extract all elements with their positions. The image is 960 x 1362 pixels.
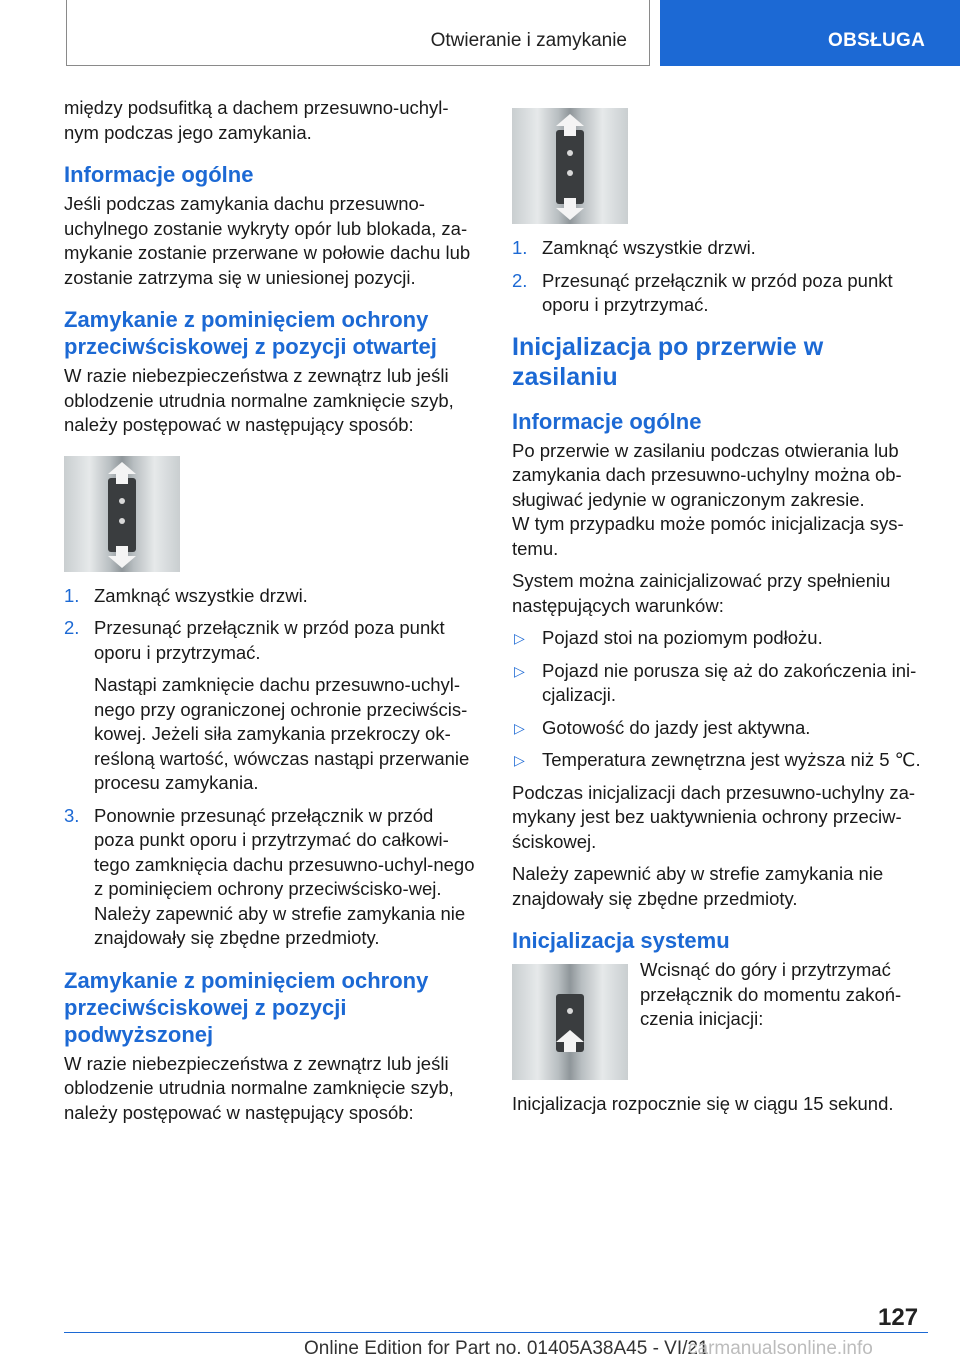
steps-list: [64, 584, 478, 951]
heading-close-from-open: Zamykanie z pominięciem ochrony przeciwściskowej z pozycji otwartej: [64, 307, 437, 359]
list-item: [512, 626, 926, 651]
triangle-bullet-icon: ▷: [514, 630, 525, 646]
step-number: 2.: [512, 269, 528, 291]
triangle-bullet-icon: ▷: [514, 752, 525, 768]
step-text: Ponownie przesunąć przełącznik w przód poza punkt oporu i przytrzymać do całkowi-tego zamknięcia dachu przesuwno-uchyl-nego z pominięciem ochrony przeciwścisko-wej. Należy zapewnić aby w strefie zamykania nie znajdowały się zbędne przedmioty.: [94, 804, 475, 948]
heading-system-init: Inicjalizacja systemu: [512, 928, 730, 953]
arrow-up-icon: [108, 462, 136, 484]
header-section-box: [66, 0, 650, 66]
close-from-raised-text: W razie niebezpieczeństwa z zewnątrz lub jeśli oblodzenie utrudnia normalne zamknięcie szyb, należy postępować w następujący sposób:: [64, 1052, 454, 1123]
condition-text: Gotowość do jazdy jest aktywna.: [542, 716, 811, 738]
arrow-down-icon: [556, 198, 584, 220]
left-column: [64, 96, 478, 1133]
list-item: [512, 716, 926, 741]
init-info-text: Po przerwie w zasilaniu podczas otwierania lub zamykania dach przesuwno-uchylny można ob-sługiwać jedynie w ograniczonym zakresie.: [512, 439, 902, 510]
switch-illustration: [64, 456, 180, 572]
page-number: 127: [878, 1304, 919, 1331]
condition-text: Pojazd stoi na poziomym podłożu.: [542, 627, 823, 648]
chapter-tab: [660, 0, 960, 66]
footer-watermark: carmanualsonline.info: [688, 1338, 873, 1359]
step-text: Przesunąć przełącznik w przód poza punkt oporu i przytrzymać.: [94, 617, 445, 663]
switch-marker-icon: [119, 498, 125, 504]
steps-list: [512, 236, 926, 318]
list-item: [512, 748, 926, 773]
step-text: Przesunąć przełącznik w przód poza punkt oporu i przytrzymać.: [542, 269, 893, 315]
triangle-bullet-icon: ▷: [514, 662, 525, 679]
init-info-text-2: W tym przypadku może pomóc inicjalizacja sys-temu.: [512, 513, 904, 559]
init-start-text: Inicjalizacja rozpocznie się w ciągu 15 sekund.: [512, 1093, 894, 1114]
switch-illustration: [512, 108, 628, 224]
step-number: 1.: [512, 237, 528, 258]
arrow-up-icon: [556, 114, 584, 136]
footer-edition: Online Edition for Part no. 01405A38A45 - VI/21: [304, 1338, 709, 1359]
list-item: [512, 236, 926, 261]
system-init-block: [512, 958, 926, 1092]
switch-marker-icon: [567, 1008, 573, 1014]
triangle-bullet-icon: ▷: [514, 719, 525, 736]
step-number: 3.: [64, 804, 80, 826]
chapter-title: OBSŁUGA: [828, 30, 926, 51]
list-item: [64, 804, 478, 951]
switch-illustration: [512, 964, 628, 1080]
arrow-up-icon: [556, 1030, 584, 1052]
heading-init-after-power-loss: Inicjalizacja po przerwie w zasilaniu: [512, 332, 824, 391]
footer-divider: [64, 1332, 928, 1333]
heading-general-info: Informacje ogólne: [512, 408, 702, 434]
step-continuation: Nastąpi zamknięcie dachu przesuwno-uchyl-nego przy ograniczonej ochronie przeciwścis-kowej. Jeżeli siła zamykania przekroczy ok-reśloną wartość, wówczas nastąpi przerwanie procesu zamykania.: [94, 674, 470, 793]
arrow-down-icon: [108, 546, 136, 568]
step-text: Zamknąć wszystkie drzwi.: [542, 237, 756, 258]
ensure-clear-text: Należy zapewnić aby w strefie zamykania nie znajdowały się zbędne przedmioty.: [512, 863, 884, 909]
system-init-text: Wcisnąć do góry i przytrzymać przełącznik do momentu zakoń-czenia inicjacji:: [640, 959, 902, 1029]
right-column: [512, 96, 926, 1125]
list-item: [64, 584, 478, 609]
during-init-text: Podczas inicjalizacji dach przesuwno-uchylny za-mykany jest bez uaktywnienia ochrony przeciw-ściskowej.: [512, 781, 916, 852]
condition-text: Temperatura zewnętrzna jest wyższa niż 5 ℃.: [542, 749, 921, 770]
heading-general-info: Informacje ogólne: [64, 162, 254, 187]
list-item: [512, 269, 926, 318]
intro-text: między podsufitką a dachem przesuwno-uchyl-nym podczas jego zamykania.: [64, 97, 449, 143]
step-number: 1.: [64, 584, 80, 606]
condition-text: Pojazd nie porusza się aż do zakończenia ini-cjalizacji.: [542, 659, 917, 705]
general-info-text: Jeśli podczas zamykania dachu przesuwno-uchylnego zostanie wykryty opór lub blokada, za-mykanie zostanie przerwane w połowie dachu lub zostanie zatrzyma się w uniesionej pozycji.: [64, 193, 471, 288]
switch-slot: [108, 478, 136, 552]
step-text: Zamknąć wszystkie drzwi.: [94, 584, 308, 606]
list-item: [64, 616, 478, 796]
conditions-list: [512, 626, 926, 773]
switch-marker-icon: [567, 150, 573, 156]
heading-close-from-raised: Zamykanie z pominięciem ochrony przeciwściskowej z pozycji podwyższonej: [64, 967, 429, 1047]
list-item: [512, 659, 926, 708]
switch-marker-icon: [567, 170, 573, 176]
switch-marker-icon: [119, 518, 125, 524]
step-number: 2.: [64, 617, 80, 638]
switch-slot: [556, 130, 584, 204]
conditions-intro: System można zainicjalizować przy spełnieniu następujących warunków:: [512, 570, 891, 616]
close-from-open-text: W razie niebezpieczeństwa z zewnątrz lub jeśli oblodzenie utrudnia normalne zamknięcie szyb, należy postępować w następujący sposób:: [64, 365, 454, 435]
section-title: Otwieranie i zamykanie: [430, 30, 627, 51]
